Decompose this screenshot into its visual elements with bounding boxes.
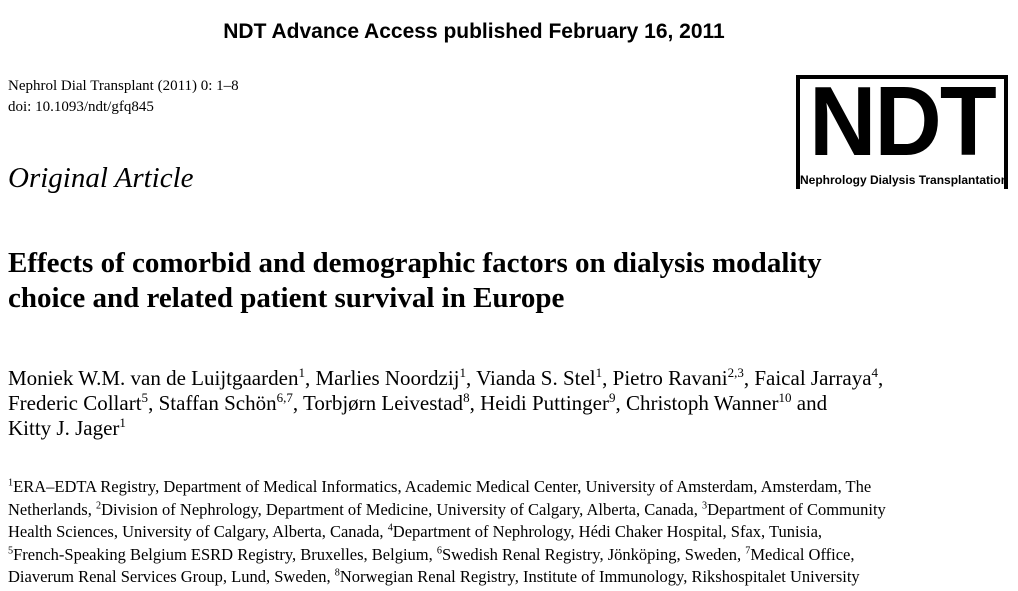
affiliation-line [8, 566, 1013, 589]
affiliation-text: Netherlands, [8, 499, 96, 519]
author-name: Christoph Wanner [626, 391, 779, 415]
affiliation-marker: 5 [141, 389, 149, 405]
author-name: Vianda S. Stel [476, 366, 596, 390]
author-name: Torbjørn Leivestad [302, 391, 464, 415]
affiliation-marker: 1 [119, 414, 126, 430]
author-line: Moniek W.M. van de Luijtgaarden$^1$, Marlies Noordzij$^1$, Vianda S. Stel$^1$, Pietro Ravani$^{2,3}$, Faical Jarraya$^4$, [8, 364, 884, 390]
author-name: Staffan Schön [158, 391, 277, 415]
affiliation-text: Medical Office, [750, 544, 855, 564]
affiliation-text: Diaverum Renal Services Group, Lund, Sweden, [8, 567, 335, 587]
affiliation-marker: 9 [608, 389, 616, 405]
doi-line: doi: 10.1093/ndt/gfq845 [8, 99, 154, 115]
author-line: Frederic Collart$^5$, Staffan Schön$^{6,7}$, Torbjørn Leivestad$^8$, Heidi Puttinger$^9$, Christoph Wanner$^{10}$ and [8, 389, 828, 415]
logo-subtitle: Nephrology Dialysis Transplantation [800, 173, 1009, 187]
affiliation-marker: 2 [95, 500, 102, 512]
author-name: Kitty J. Jager [8, 416, 120, 440]
affiliation-text: Norwegian Renal Registry, Institute of Immunology, Rikshospitalet University [339, 567, 860, 587]
affiliation-line [8, 476, 1013, 499]
affiliation-marker: 7 [745, 545, 751, 557]
affiliation-marker: 1 [298, 364, 305, 380]
affiliation-marker: 4 [871, 364, 879, 380]
journal-citation: Nephrol Dial Transplant (2011) 0: 1–8 [8, 78, 239, 94]
title-line: Effects of comorbid and demographic factors on dialysis modality [8, 247, 822, 279]
affiliation-marker: 10 [778, 389, 792, 405]
advance-access-banner: NDT Advance Access published February 16, 2011 [223, 20, 725, 43]
author-name: Marlies Noordzij [315, 366, 460, 390]
affiliation-marker: 1 [8, 477, 14, 489]
affiliation-marker: 3 [701, 500, 708, 512]
author-name: Faical Jarraya [754, 366, 872, 390]
affiliation-marker: 6 [436, 545, 442, 557]
affiliation-line [8, 544, 1013, 567]
affiliation-line [8, 521, 1013, 544]
affiliation-marker: 8 [334, 568, 340, 580]
author-list [8, 366, 1013, 441]
affiliation-text: Department of Nephrology, Hédi Chaker Hospital, Sfax, Tunisia, [392, 522, 823, 542]
title-line: choice and related patient survival in Europe [8, 282, 565, 314]
affiliation-text: Swedish Renal Registry, Jönköping, Sweden, [441, 544, 746, 564]
author-name: Pietro Ravani [612, 366, 728, 390]
affiliation-marker: 2,3 [727, 364, 744, 380]
affiliation-text: Department of Community [707, 499, 886, 519]
affiliation-line [8, 499, 1013, 522]
affiliation-text: Division of Nephrology, Department of Medicine, University of Calgary, Alberta, Canada, [101, 499, 702, 519]
affiliation-marker: 8 [463, 389, 470, 405]
article-type-label: Original Article [8, 162, 194, 194]
affiliations [8, 476, 1013, 589]
affiliation-text: Health Sciences, University of Calgary, Alberta, Canada, [8, 522, 388, 542]
affiliation-text: ERA–EDTA Registry, Department of Medical Informatics, Academic Medical Center, University of Amsterdam, Amsterdam, The [13, 477, 872, 496]
author-name: Heidi Puttinger [480, 391, 609, 415]
affiliation-marker: 1 [459, 364, 467, 380]
affiliation-marker: 1 [595, 364, 603, 380]
article-title [8, 246, 1008, 316]
affiliation-text: French-Speaking Belgium ESRD Registry, Bruxelles, Belgium, [13, 544, 437, 564]
author-name: Moniek W.M. van de Luijtgaarden [8, 366, 299, 390]
author-name: Frederic Collart [8, 391, 142, 415]
affiliation-marker: 5 [8, 545, 14, 557]
affiliation-marker: 4 [387, 522, 393, 534]
citation-block [8, 76, 239, 118]
affiliation-marker: 6,7 [276, 389, 293, 405]
logo-mark: NDT [809, 66, 995, 176]
author-line [8, 416, 1013, 441]
journal-logo [796, 66, 1009, 189]
